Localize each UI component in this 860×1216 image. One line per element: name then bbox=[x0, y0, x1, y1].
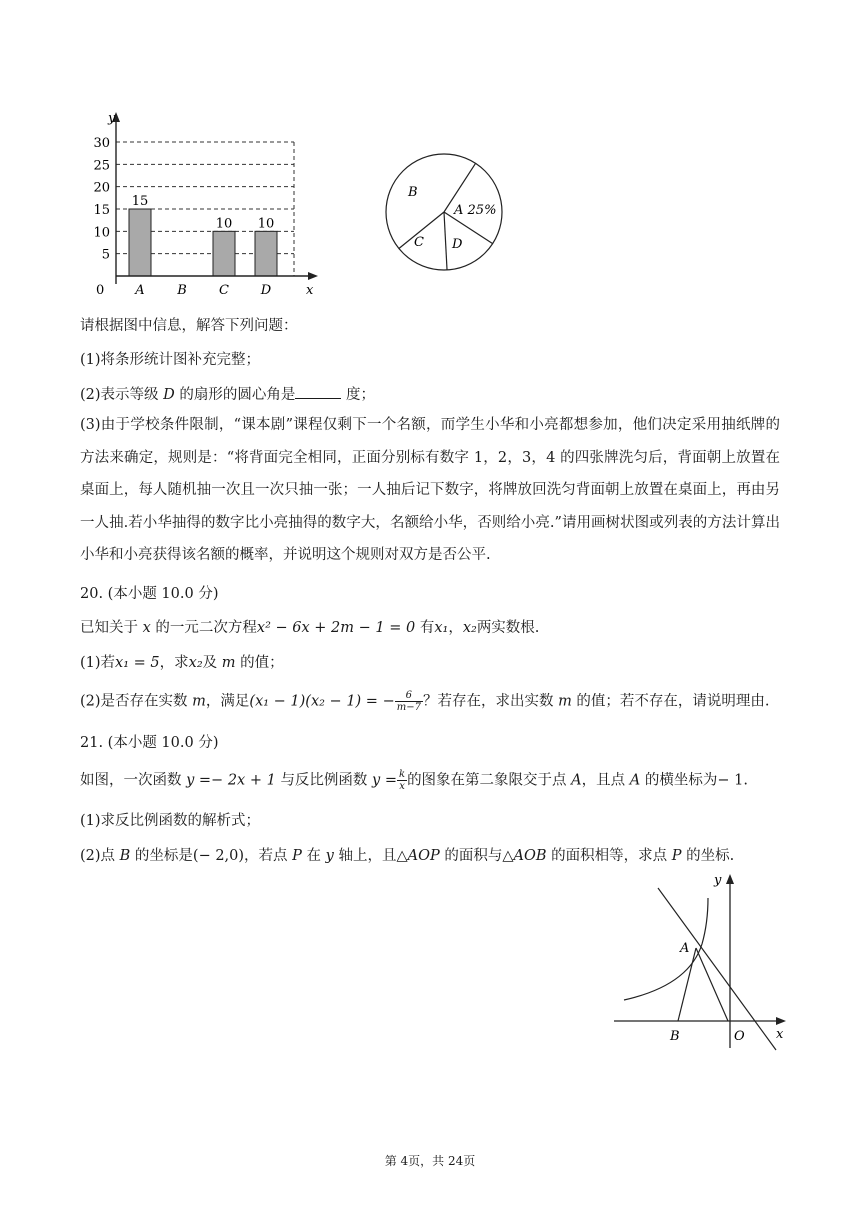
origin-o-label: O bbox=[734, 1029, 745, 1044]
var-p: P bbox=[671, 848, 682, 864]
q21-linear-function: y =− 2x + 1 bbox=[186, 772, 276, 789]
pie-label-c: C bbox=[414, 235, 424, 250]
q20-p2-eq: (x₁ − 1)(x₂ − 1) = − bbox=[249, 693, 395, 710]
segment-ab bbox=[678, 948, 696, 1021]
x-axis-arrow bbox=[308, 272, 318, 280]
q21-stem bbox=[80, 769, 748, 792]
q21-p2-c: 在 bbox=[306, 848, 322, 864]
pie-label-d: D bbox=[452, 237, 463, 252]
origin-label: 0 bbox=[96, 283, 105, 298]
y-tick-label: 15 bbox=[93, 203, 110, 218]
q21-stem-b: 与反比例函数 bbox=[280, 772, 368, 789]
q20-stem-a: 已知关于 bbox=[80, 620, 138, 636]
q20-p2-b: ，满足 bbox=[205, 693, 250, 710]
var-x2: x₂ bbox=[188, 655, 203, 671]
q21-stem-a: 如图，一次函数 bbox=[80, 772, 182, 789]
q21-stem-e: 的横坐标为− 1. bbox=[644, 772, 748, 789]
var-y: y bbox=[325, 848, 334, 864]
bar-a bbox=[129, 209, 151, 276]
fraction-denominator: x bbox=[399, 781, 405, 792]
var-m: m bbox=[221, 655, 236, 671]
x-axis-label: x bbox=[306, 283, 314, 298]
var-b: B bbox=[119, 848, 131, 864]
q20-p1-a: (1)若 bbox=[80, 655, 116, 671]
q19-part3: (3)由于学校条件限制，“课本剧”课程仅剩下一个名额，而学生小华和小亮都想参加，他们决定采用抽纸牌的方法来确定，规则是：“将背面完全相同，正面分别标有数字 1，2，3，4 的四张牌洗匀后，背面朝上放置在桌面上，每人随机抽一次且一次只抽一张；一人抽后记下数字，将牌放回洗匀背面朝上放置在桌面上，再由另一人抽.若小华抽得的数字比小亮抽得的数字大，名额给小华，否则给小亮.”请用画树状图或列表的方法计算出小华和小亮获得该名额的概率，并说明这个规则对双方是否公平. bbox=[80, 417, 780, 563]
q20-stem-c: 有 bbox=[419, 620, 435, 636]
x-tick-label: C bbox=[219, 283, 229, 298]
fraction-numerator: k bbox=[399, 769, 406, 780]
var-m: m bbox=[192, 693, 206, 710]
q19-intro: 请根据图中信息，解答下列问题： bbox=[80, 318, 298, 334]
q21-header: 21. (本小题 10.0 分) bbox=[80, 735, 219, 751]
q20-stem-b: 的一元二次方程 bbox=[155, 620, 257, 636]
fraction bbox=[395, 690, 423, 713]
q20-p1-c: 及 bbox=[202, 655, 218, 671]
y-tick-label: 20 bbox=[93, 180, 110, 196]
y-tick-label: 5 bbox=[101, 247, 110, 263]
page-footer: 第 4页，共 24页 bbox=[384, 1154, 476, 1168]
fraction-numerator: 6 bbox=[395, 690, 423, 702]
q20-stem-d: 两实数根. bbox=[476, 620, 540, 636]
x-tick-label: D bbox=[260, 283, 272, 298]
var-x: x bbox=[142, 620, 151, 636]
q20-part2 bbox=[80, 690, 770, 713]
q21-p2-e: 的面积与△ bbox=[444, 848, 514, 864]
bar-d bbox=[255, 231, 277, 276]
x-tick-label: B bbox=[177, 283, 187, 298]
graph-x-arrow bbox=[776, 1017, 786, 1025]
q21-p2-b: 的坐标是(− 2,0)，若点 bbox=[134, 848, 288, 864]
q21-inverse-function: y = bbox=[372, 772, 397, 789]
fraction-denominator: m−7 bbox=[396, 702, 421, 713]
q21-p2-f: 的面积相等，求点 bbox=[551, 848, 668, 864]
graph-x-label: x bbox=[776, 1027, 784, 1042]
function-graph bbox=[610, 868, 795, 1053]
q20-p2-d: 的值；若不存在，请说明理由. bbox=[576, 693, 770, 710]
q19-part1: (1)将条形统计图补充完整； bbox=[80, 352, 261, 368]
point-a-label: A bbox=[680, 941, 690, 956]
q19-part2-text-a: (2)表示等级 bbox=[80, 387, 159, 403]
fraction bbox=[397, 769, 407, 792]
q20-p2-a: (2)是否存在实数 bbox=[80, 693, 188, 710]
q20-p1-eq: x₁ = 5 bbox=[115, 655, 160, 671]
graph-y-arrow bbox=[726, 874, 734, 884]
q20-p1-d: 的值； bbox=[240, 655, 284, 671]
q21-p2-g: 的坐标. bbox=[686, 848, 735, 864]
q20-stem: 已知关于 x 的一元二次方程x² − 6x + 2m − 1 = 0 有x₁，x₂两实数根. bbox=[80, 620, 540, 636]
x-tick-label: A bbox=[135, 283, 145, 298]
var-x1: x₁ bbox=[434, 620, 449, 636]
y-tick-label: 30 bbox=[93, 136, 110, 151]
y-axis-label: y bbox=[108, 111, 116, 126]
segment-ao bbox=[696, 948, 728, 1021]
q21-stem-c: 的图象在第二象限交于点 bbox=[407, 772, 567, 789]
q21-stem-d: ，且点 bbox=[581, 772, 626, 789]
data-label: 10 bbox=[215, 216, 233, 232]
q20-header: 20. (本小题 10.0 分) bbox=[80, 586, 219, 602]
answer-blank[interactable] bbox=[295, 384, 341, 399]
q19-part2-text-b: 的扇形的圆心角是 bbox=[179, 387, 296, 403]
q21-part1: (1)求反比例函数的解析式； bbox=[80, 813, 261, 829]
pie-radius-c bbox=[444, 212, 447, 270]
data-label: 15 bbox=[131, 194, 149, 209]
pie-label-b: B bbox=[408, 185, 418, 200]
pie-label-a: A 25% bbox=[454, 203, 497, 218]
q20-equation: x² − 6x + 2m − 1 = 0 bbox=[256, 620, 416, 636]
q21-part2 bbox=[80, 846, 734, 866]
y-tick-label: 10 bbox=[93, 225, 110, 241]
var-m: m bbox=[558, 693, 572, 710]
q20-p2-c: ？若存在，求出实数 bbox=[422, 693, 554, 710]
data-label: 10 bbox=[257, 216, 275, 232]
q21-p2-d: 轴上，且△ bbox=[338, 848, 408, 864]
pie-chart bbox=[378, 148, 506, 276]
triangle-aob: AOB bbox=[513, 848, 547, 864]
var-a: A bbox=[571, 772, 582, 789]
point-b-label: B bbox=[670, 1029, 680, 1044]
q20-part1 bbox=[80, 653, 284, 673]
bar-c bbox=[213, 231, 235, 276]
q20-p1-b: ，求 bbox=[159, 655, 189, 671]
triangle-aop: AOP bbox=[407, 848, 440, 864]
y-tick-label: 25 bbox=[93, 158, 110, 174]
linear-function-line bbox=[658, 888, 776, 1050]
q19-part2 bbox=[80, 384, 375, 405]
q21-p2-a: (2)点 bbox=[80, 848, 116, 864]
bar-chart bbox=[80, 108, 325, 300]
q19-part2-text-c: 度； bbox=[346, 387, 376, 403]
graph-y-label: y bbox=[714, 873, 722, 888]
var-x2: x₂ bbox=[462, 620, 477, 636]
q19-var-d: D bbox=[163, 387, 175, 403]
var-p: P bbox=[292, 848, 302, 864]
var-a: A bbox=[629, 772, 641, 789]
